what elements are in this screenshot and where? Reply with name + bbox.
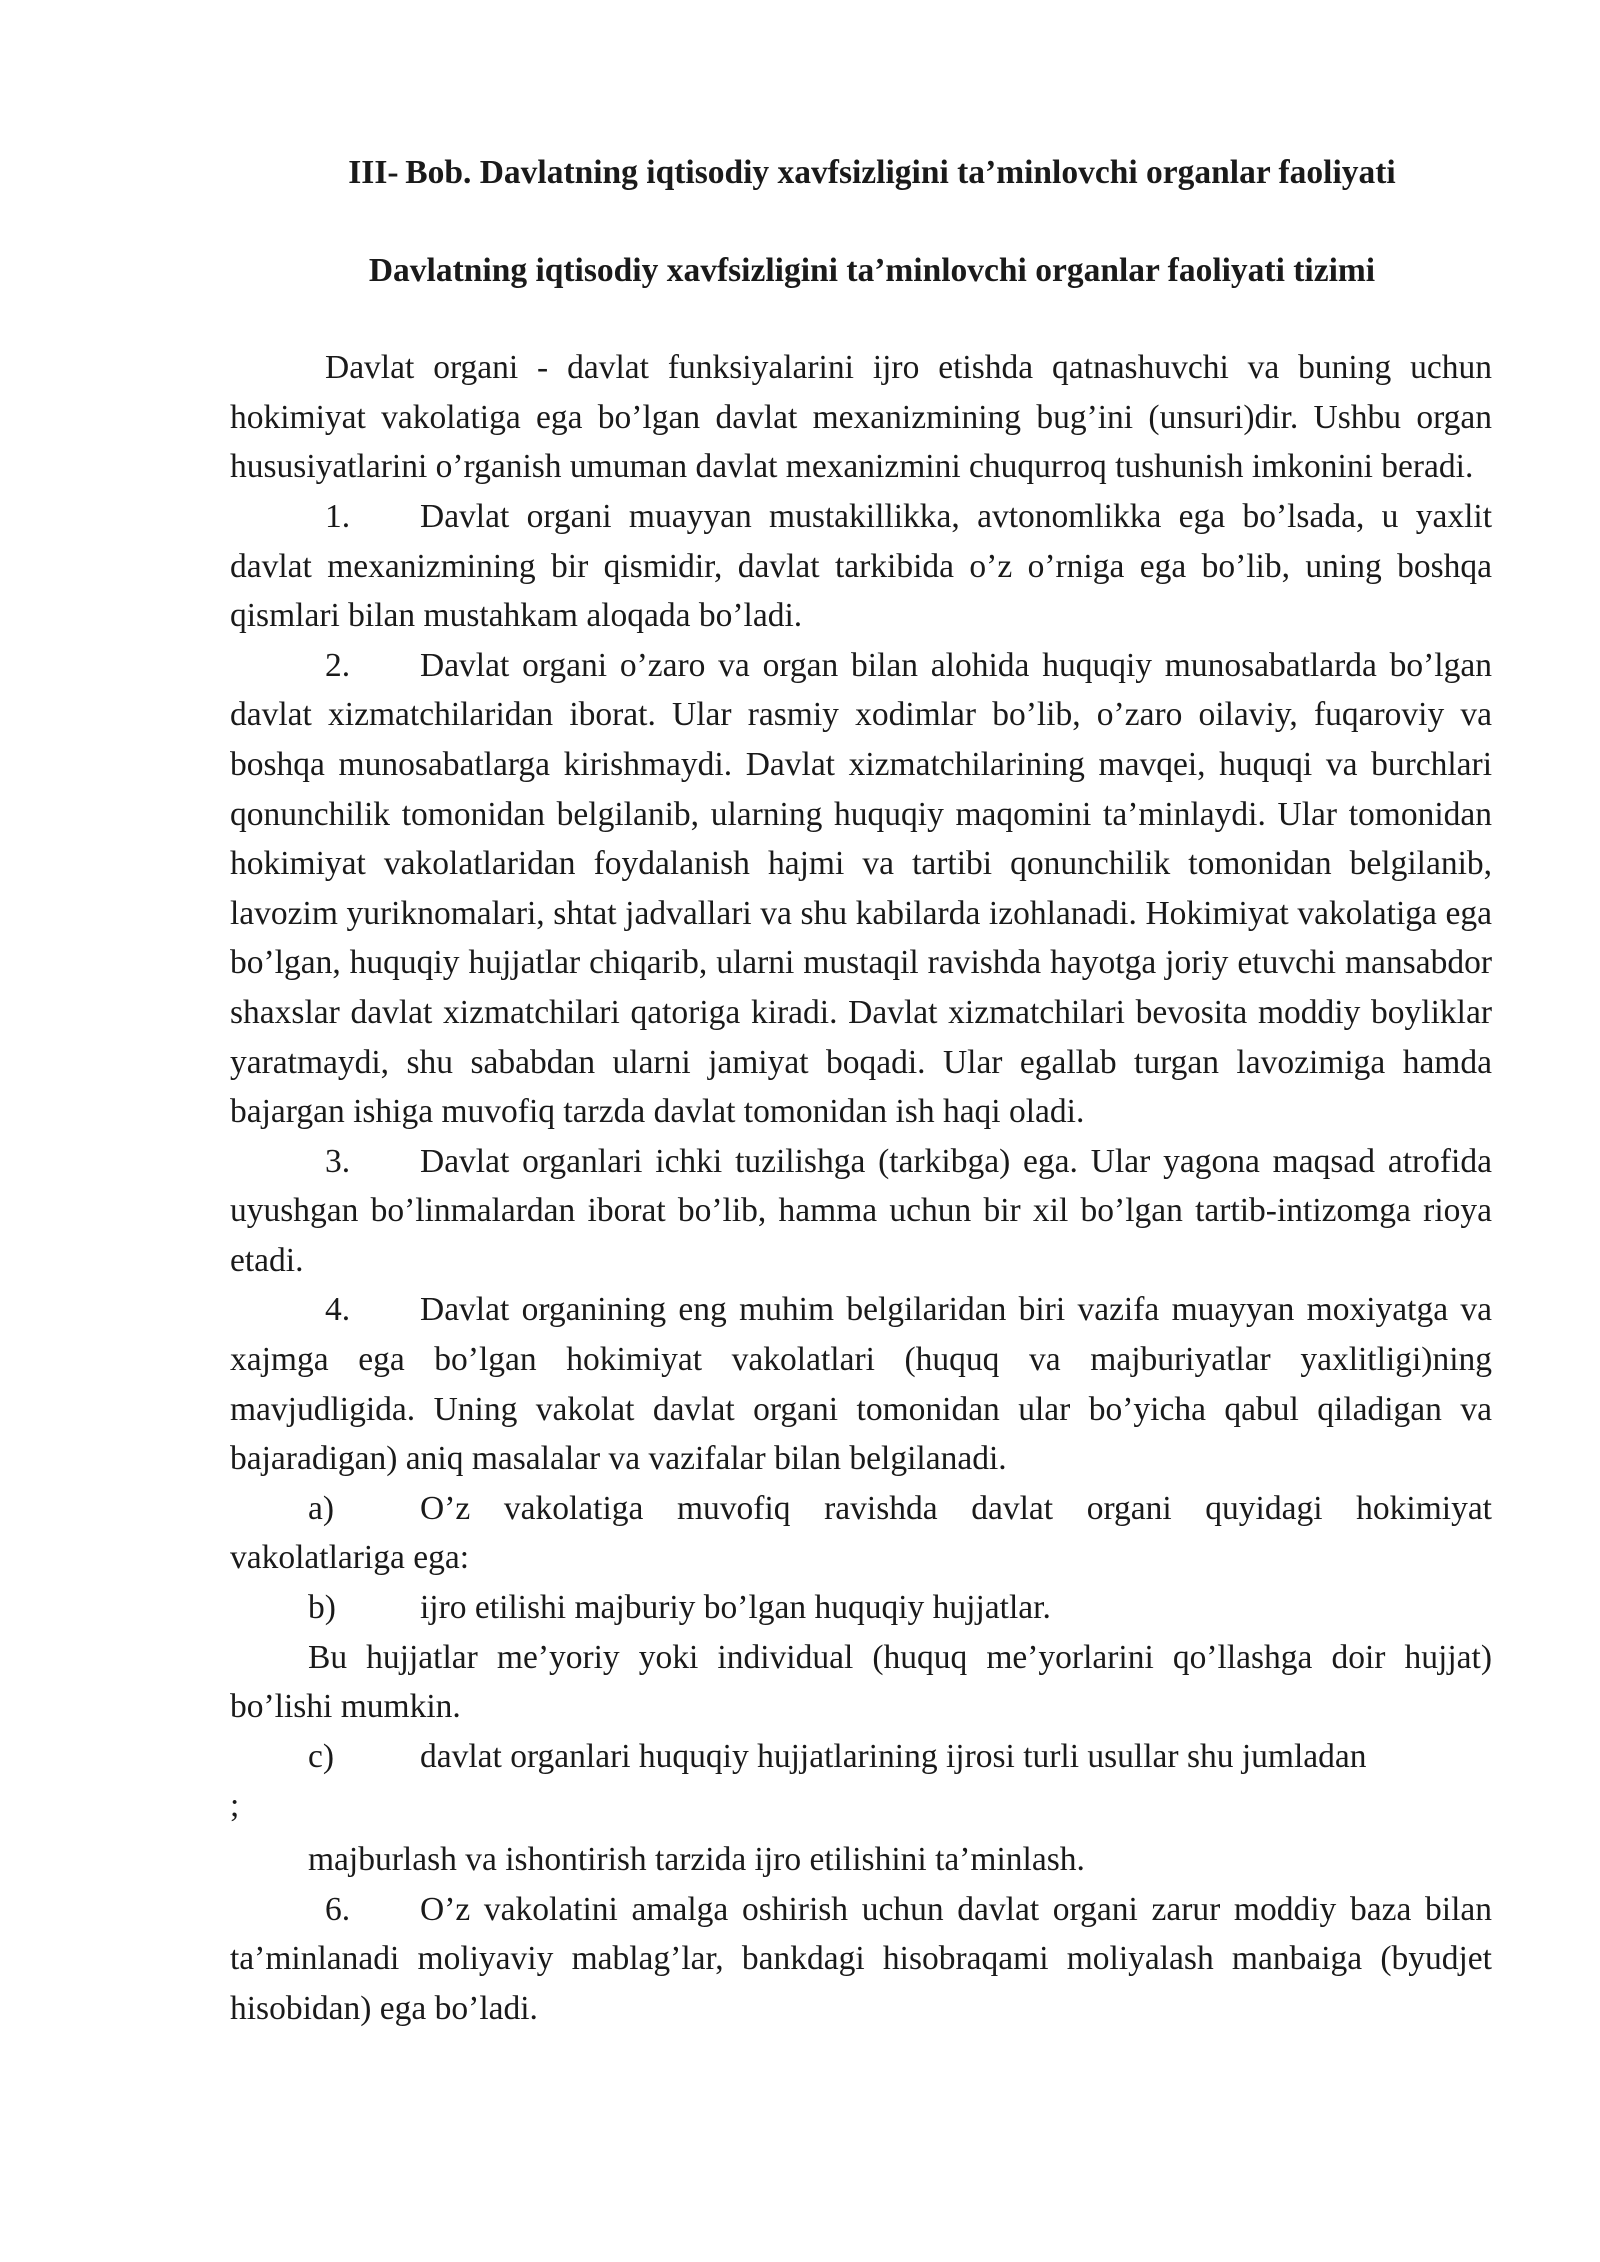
item-marker: 2.	[325, 646, 351, 684]
item-marker: a)	[308, 1489, 335, 1527]
numbered-item-4	[230, 1285, 1492, 1483]
item-text: Davlat organi muayyan mustakillikka, avtonomlikka ega bo’lsada, u yaxlit davlat mexanizmining bir qismidir, davlat tarkibida o’z o’rniga ega bo’lib, uning boshqa qismlari bilan mustahkam aloqada bo’ladi.	[230, 497, 1492, 635]
note-paragraph: Bu hujjatlar me’yoriy yoki individual (huquq me’yorlarini qo’llashga doir hujjat) bo’lishi mumkin.	[230, 1638, 1492, 1726]
item-text: O’z vakolatini amalga oshirish uchun davlat organi zarur moddiy baza bilan ta’minlanadi moliyaviy mablag’lar, bankdagi hisobraqami moliyalash manbaiga (byudjet hisobidan) ega bo’ladi.	[230, 1890, 1492, 2027]
document-page	[230, 148, 1492, 2033]
item-marker: 4.	[325, 1291, 351, 1329]
lettered-item-a	[230, 1484, 1492, 1583]
intro-paragraph: Davlat organi - davlat funksiyalarini ijro etishda qatnashuvchi va buning uchun hokimiyat vakolatiga ega bo’lgan davlat mexanizmining bug’ini (unsuri)dir. Ushbu organ hususiyatlarini o’rganish umuman davlat mexanizmini chuqurroq tushunish imkonini beradi.	[230, 349, 1492, 486]
chapter-heading: III- Bob. Davlatning iqtisodiy xavfsizligini ta’minlovchi organlar faoliyati	[348, 154, 1396, 191]
section-heading: Davlatning iqtisodiy xavfsizligini ta’minlovchi organlar faoliyati tizimi	[368, 251, 1376, 289]
item-text: Davlat organi o’zaro va organ bilan alohida huquqiy munosabatlarda bo’lgan davlat xizmatchilaridan iborat. Ular rasmiy xodimlar bo’lib, o’zaro oilaviy, fuqaroviy va boshqa munosabatlarga kirishmaydi. Davlat xizmatchilarining mavqei, huquqi va burchlari qonunchilik tomonidan belgilanib, ularning huquqiy maqomini ta’minlaydi. Ular tomonidan hokimiyat vakolatlaridan foydalanish hajmi va tartibi qonunchilik tomonidan belgilanib, lavozim yuriknomalari, shtat jadvallari va shu kabilarda izohlanadi. Hokimiyat vakolatiga ega bo’lgan, huquqiy hujjatlar chiqarib, ularni mustaqil ravishda hayotga joriy etuvchi mansabdor shaxslar davlat xizmatchilari qatoriga kiradi. Davlat xizmatchilari bevosita moddiy boyliklar yaratmaydi, shu sababdan ularni jamiyat boqadi. Ular egallab turgan lavozimiga hamda bajargan ishiga muvofiq tarzda davlat tomonidan ish haqi oladi.	[230, 646, 1492, 1131]
item-text: O’z vakolatiga muvofiq ravishda davlat organi quyidagi hokimiyat vakolatlariga ega:	[230, 1489, 1492, 1577]
numbered-item-6	[230, 1885, 1492, 2034]
item-marker: b)	[308, 1589, 336, 1627]
lettered-item-c	[230, 1732, 1492, 1782]
item-text: davlat organlari huquqiy hujjatlarining ijrosi turli usullar shu jumladan	[420, 1737, 1367, 1775]
item-text: ijro etilishi majburiy bo’lgan huquqiy hujjatlar.	[420, 1589, 1051, 1627]
item-text: Davlat organining eng muhim belgilaridan biri vazifa muayyan moxiyatga va xajmga ega bo’lgan hokimiyat vakolatlari (huquq va majburiyatlar yaxlitligi)ning mavjudligida. Uning vakolat davlat organi tomonidan ular bo’yicha qabul qiladigan va bajaradigan) aniq masalalar va vazifalar bilan belgilanadi.	[230, 1291, 1492, 1478]
item-marker: 6.	[325, 1890, 351, 1928]
numbered-item-3	[230, 1137, 1492, 1286]
continuation-line: majburlash va ishontirish tarzida ijro etilishini ta’minlash.	[308, 1841, 1085, 1878]
numbered-item-1	[230, 492, 1492, 641]
lettered-item-b	[230, 1583, 1492, 1633]
item-marker: 3.	[325, 1142, 351, 1180]
item-text: Davlat organlari ichki tuzilishga (tarkibga) ega. Ular yagona maqsad atrofida uyushgan bo’linmalardan iborat bo’lib, hamma uchun bir xil bo’lgan tartib-intizomga rioya etadi.	[230, 1142, 1492, 1279]
numbered-item-2	[230, 641, 1492, 1137]
item-marker: 1.	[325, 497, 351, 535]
stray-semicolon: ;	[230, 1787, 240, 1825]
item-marker: c)	[308, 1737, 335, 1775]
